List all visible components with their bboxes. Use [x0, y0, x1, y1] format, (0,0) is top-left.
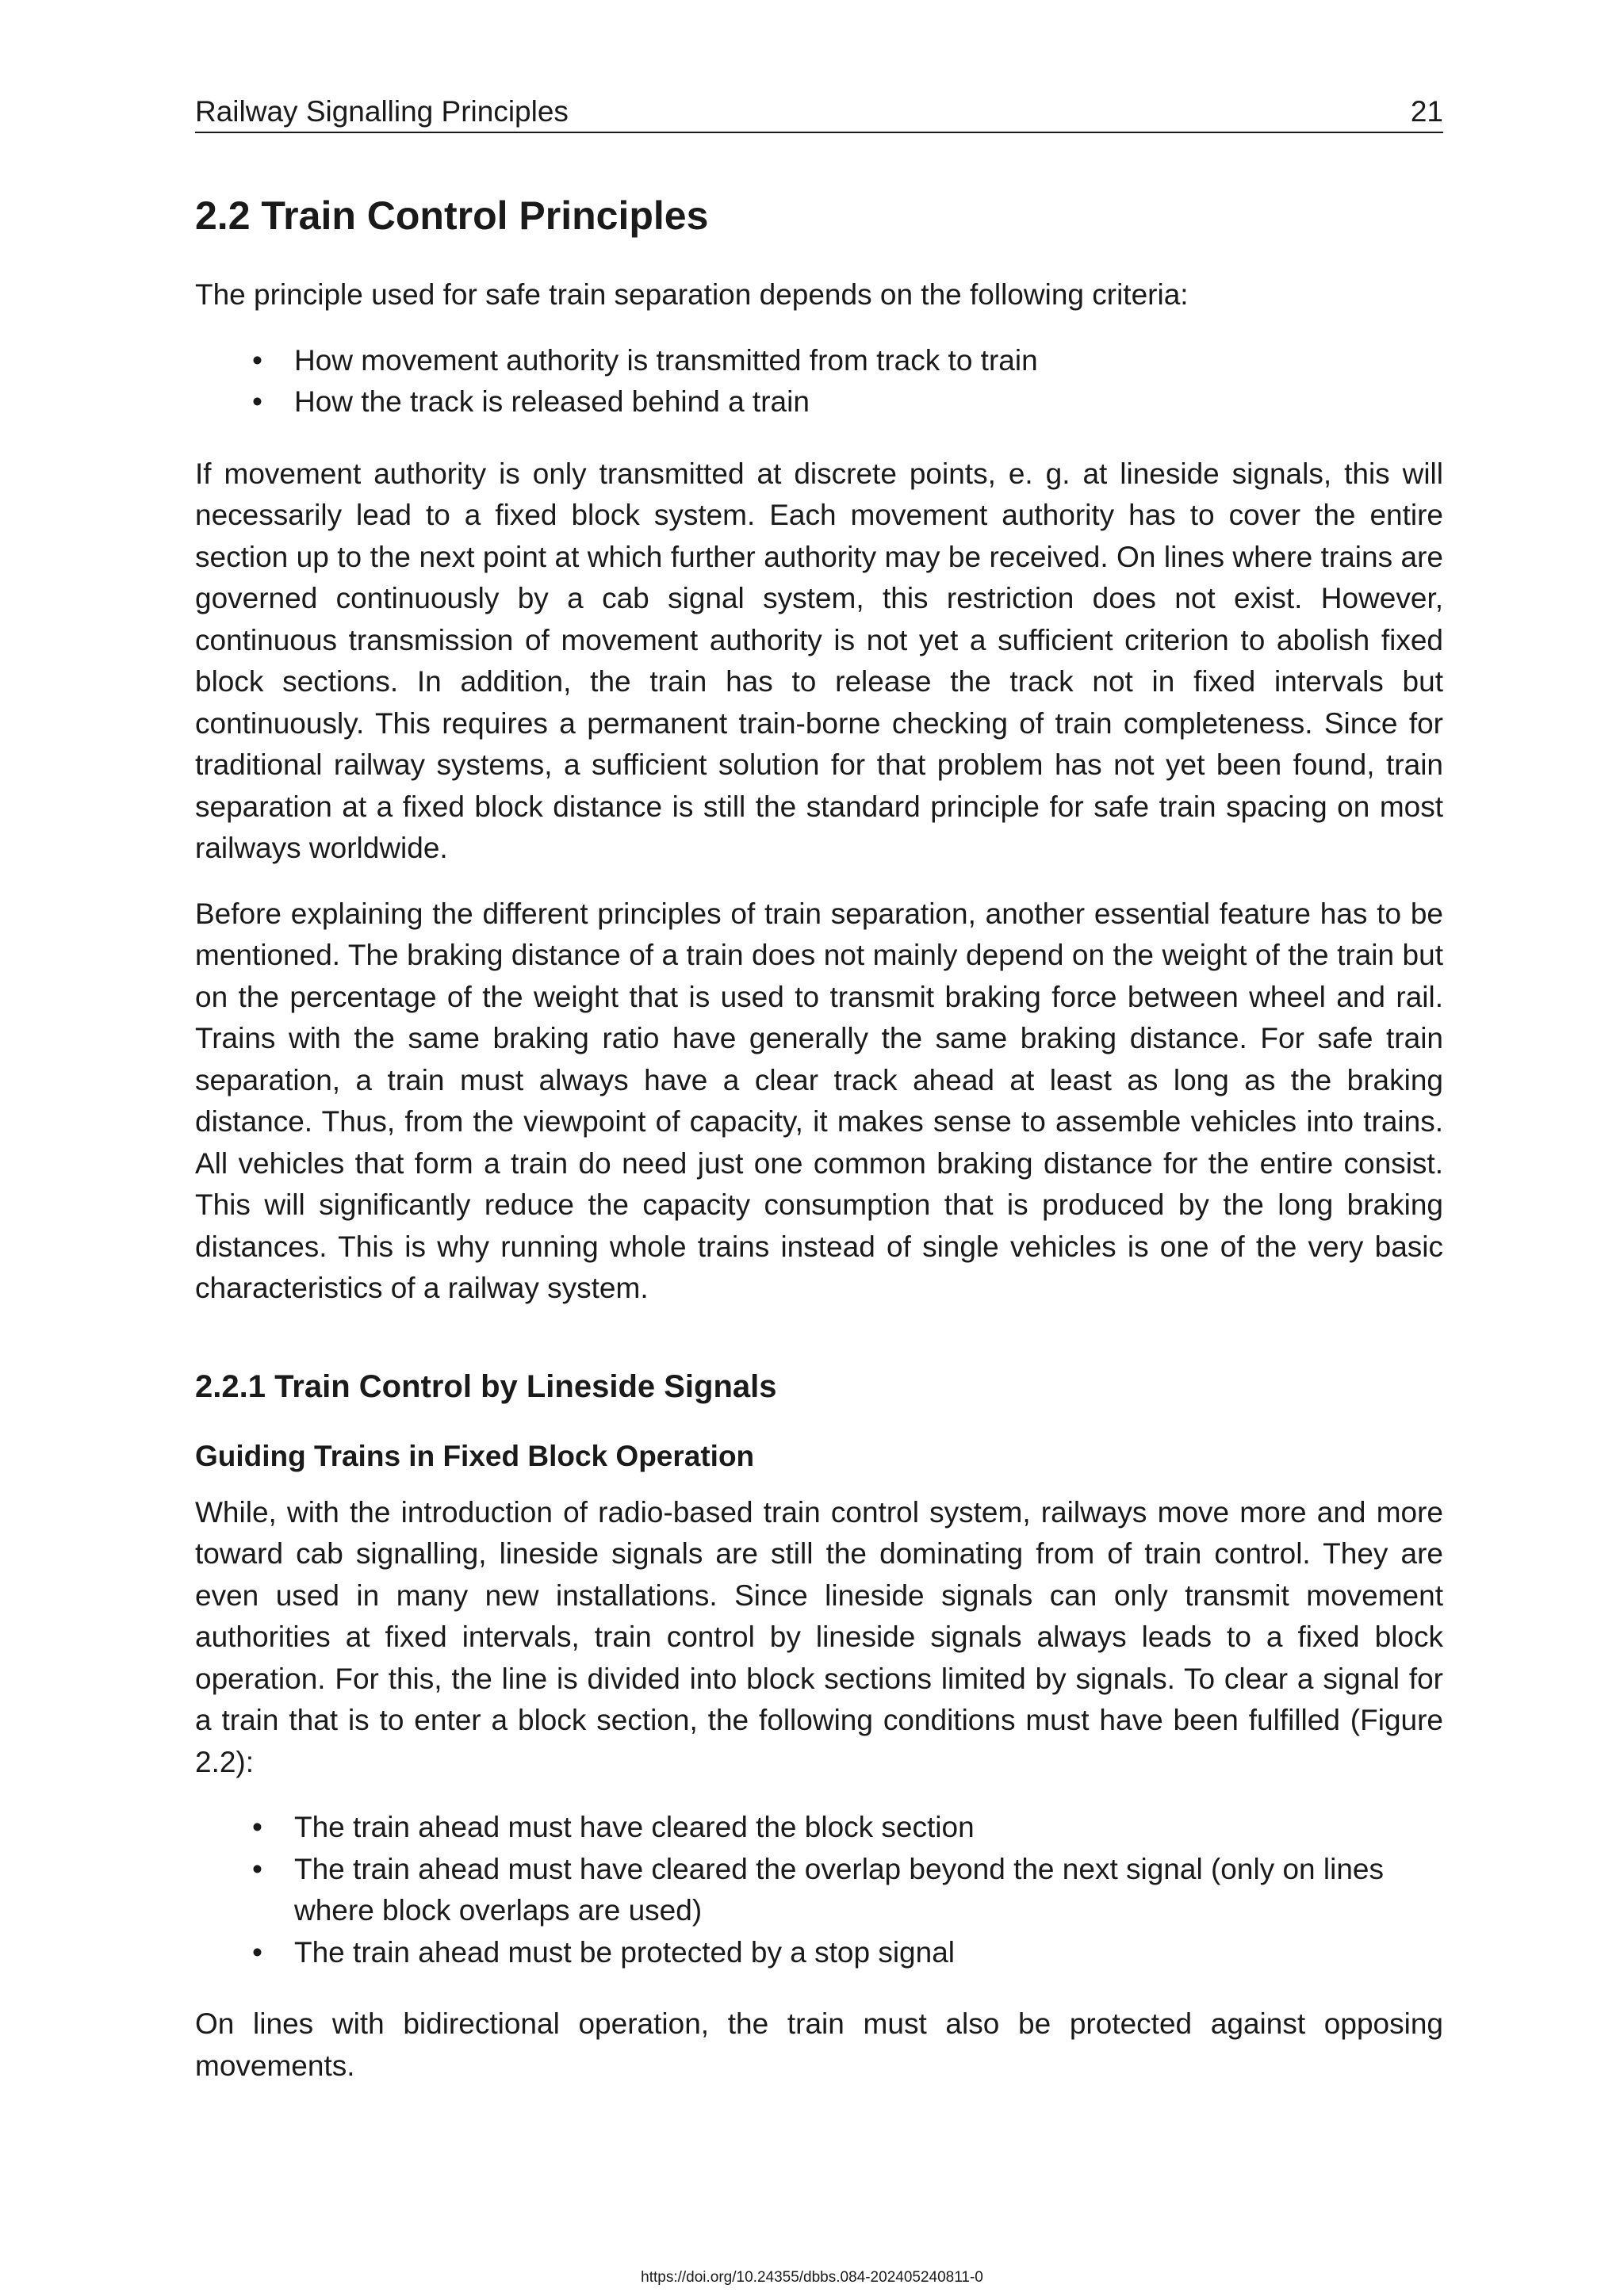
subsubsection-heading: Guiding Trains in Fixed Block Operation — [195, 1439, 755, 1472]
page-number: 21 — [1410, 95, 1443, 128]
list-item-text: The train ahead must have cleared the block section — [294, 1811, 975, 1843]
bullet-icon: • — [252, 1852, 262, 1885]
list-item — [195, 1849, 1443, 1932]
section-intro: The principle used for safe train separation depends on the following criteria: — [195, 278, 1189, 311]
body-paragraph: While, with the introduction of radio-based train control system, railways move more and more toward cab signalling, lineside signals are still the dominating from of train control. They are even used in many new installations. Since lineside signals can only transmit movement authorities at fixed intervals, train control by lineside signals always leads to a fixed block operation. For this, the line is divided into block sections limited by signals. To clear a signal for a train that is to enter a block section, the following conditions must have been fulfilled (Figure 2.2): — [195, 1495, 1443, 1778]
list-item — [195, 340, 1443, 382]
list-item-text: How the track is released behind a train — [294, 385, 810, 418]
bullet-icon: • — [252, 1935, 262, 1969]
list-item-text: The train ahead must be protected by a stop signal — [294, 1935, 956, 1969]
subsection-heading: 2.2.1 Train Control by Lineside Signals — [195, 1368, 777, 1404]
criteria-list — [195, 340, 1443, 423]
conditions-list — [195, 1807, 1443, 1973]
body-paragraph: Before explaining the different principles of train separation, another essential feature has to be mentioned. The braking distance of a train does not mainly depend on the weight of the train but on the percentage of the weight that is used to transmit braking force between wheel and rail. Trains with the same braking ratio have generally the same braking distance. For safe train separation, a train must always have a clear track ahead at least as long as the braking distance. Thus, from the viewpoint of capacity, it makes sense to assemble vehicles into trains. All vehicles that form a train do need just one common braking distance for the entire consist. This will significantly reduce the capacity consumption that is produced by the long braking distances. This is why running whole trains instead of single vehicles is one of the very basic characteristics of a railway system. — [195, 897, 1443, 1304]
bullet-icon: • — [252, 1811, 262, 1843]
running-header — [195, 94, 1443, 133]
list-item-text: The train ahead must have cleared the overlap beyond the next signal (only on lines where block overlaps are used) — [294, 1852, 1384, 1927]
list-item — [195, 1932, 1443, 1974]
body-paragraph: If movement authority is only transmitted at discrete points, e. g. at lineside signals, this will necessarily lead to a fixed block system. Each movement authority has to cover the entire section up to the next point at which further authority may be received. On lines where trains are governed continuously by a cab signal system, this restriction does not exist. However, continuous transmission of movement authority is not yet a sufficient criterion to abolish fixed block sections. In addition, the train has to release the track not in fixed intervals but continuously. This requires a permanent train-borne checking of train completeness. Since for traditional railway systems, a sufficient solution for that problem has not yet been found, train separation at a fixed block distance is still the standard principle for safe train spacing on most railways worldwide. — [195, 457, 1443, 864]
section-heading: 2.2 Train Control Principles — [195, 193, 709, 238]
document-page — [195, 94, 1443, 2087]
running-title: Railway Signalling Principles — [195, 95, 569, 128]
doi-footer: https://doi.org/10.24355/dbbs.084-202405240811-0 — [641, 2269, 983, 2286]
list-item-text: How movement authority is transmitted from track to train — [294, 343, 1038, 377]
list-item — [195, 381, 1443, 423]
list-item — [195, 1807, 1443, 1849]
bullet-icon: • — [252, 385, 262, 418]
body-paragraph: On lines with bidirectional operation, the train must also be protected against opposing movements. — [195, 2007, 1443, 2082]
bullet-icon: • — [252, 343, 262, 377]
